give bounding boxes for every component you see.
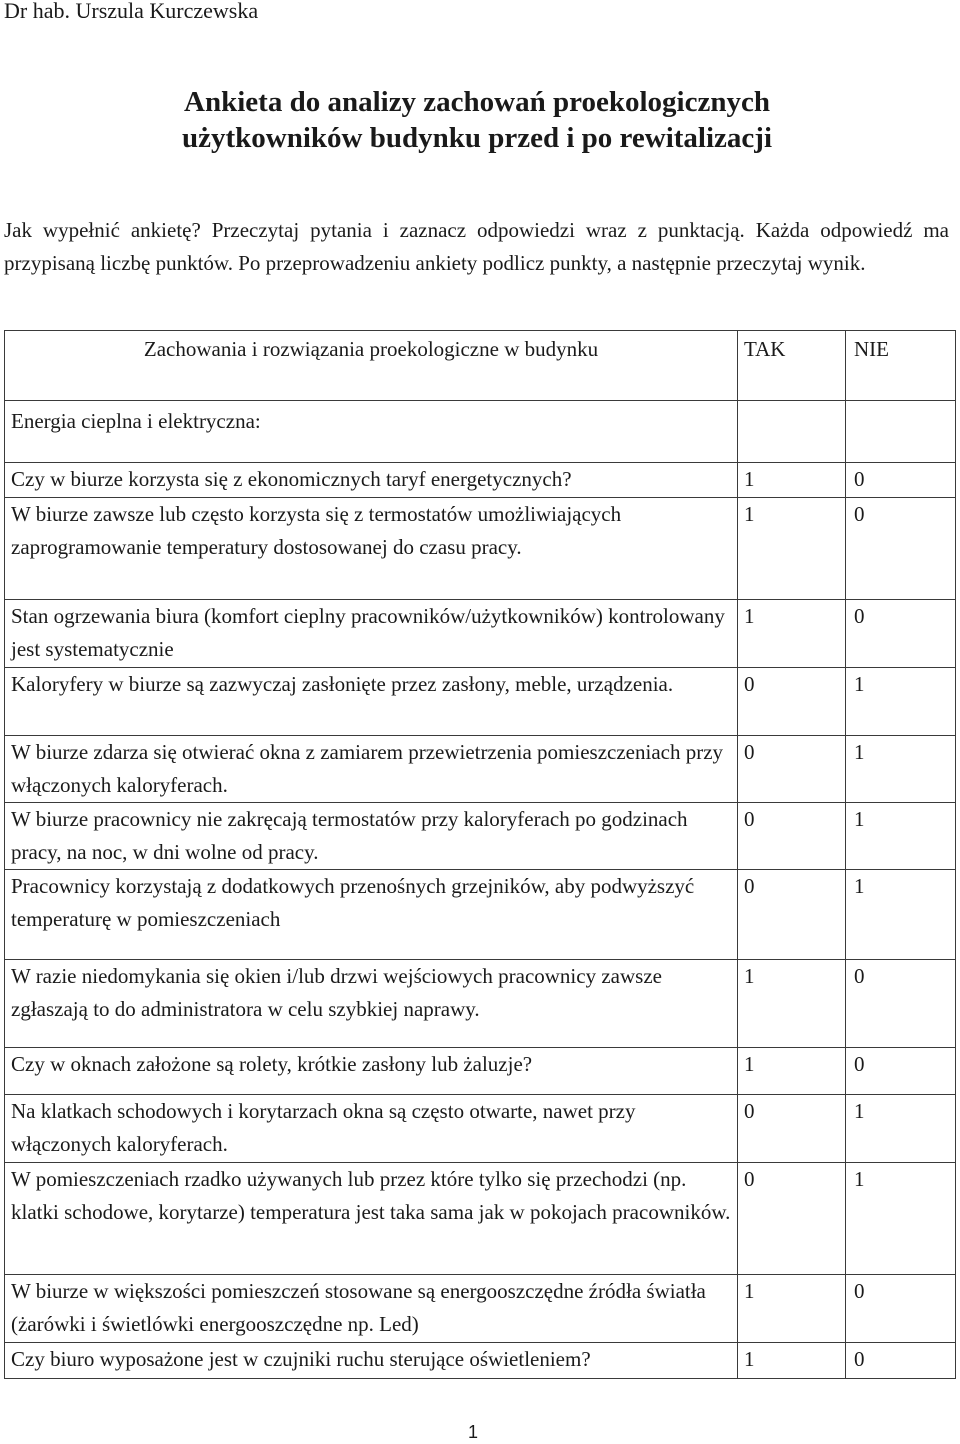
nie-score-cell: 0 xyxy=(846,1048,956,1095)
tak-score-cell: 1 xyxy=(738,463,846,498)
question-cell: W biurze zdarza się otwierać okna z zamiarem przewietrzenia pomieszczeniach przy włączonych kaloryferach. xyxy=(5,736,738,803)
table-row xyxy=(5,870,956,960)
table-row xyxy=(5,1343,956,1379)
title-line-2: użytkowników budynku przed i po rewitalizacji xyxy=(181,122,772,154)
question-cell: Na klatkach schodowych i korytarzach okna są często otwarte, nawet przy włączonych kaloryferach. xyxy=(5,1095,738,1163)
table-row xyxy=(5,803,956,870)
table-row xyxy=(5,463,956,498)
header-yes: TAK xyxy=(738,331,846,401)
question-cell: W pomieszczeniach rzadko używanych lub przez które tylko się przechodzi (np. klatki schodowe, korytarze) temperatura jest taka sama jak w pokojach pracowników. xyxy=(5,1163,738,1275)
nie-score-cell: 1 xyxy=(846,803,956,870)
question-cell: Stan ogrzewania biura (komfort cieplny pracowników/użytkowników) kontrolowany jest systematycznie xyxy=(5,600,738,668)
nie-score-cell: 0 xyxy=(846,1275,956,1343)
question-cell: W razie niedomykania się okien i/lub drzwi wejściowych pracownicy zawsze zgłaszają to do administratora w celu szybkiej naprawy. xyxy=(5,960,738,1048)
nie-score-cell: 0 xyxy=(846,463,956,498)
tak-score-cell: 0 xyxy=(738,736,846,803)
nie-score-cell: 1 xyxy=(846,668,956,736)
tak-score-cell: 0 xyxy=(738,803,846,870)
nie-score-cell: 1 xyxy=(846,736,956,803)
tak-score-cell: 0 xyxy=(738,1163,846,1275)
nie-score-cell: 0 xyxy=(846,498,956,600)
table-row xyxy=(5,1275,956,1343)
tak-score-cell: 1 xyxy=(738,1343,846,1379)
table-header-row xyxy=(5,331,956,401)
nie-score-cell: 1 xyxy=(846,870,956,960)
tak-score-cell: 1 xyxy=(738,1048,846,1095)
table-row xyxy=(5,668,956,736)
tak-score-cell: 1 xyxy=(738,498,846,600)
table-row xyxy=(5,498,956,600)
instructions-paragraph: Jak wypełnić ankietę? Przeczytaj pytania i zaznacz odpowiedzi wraz z punktacją. Każda odpowiedź ma przypisaną liczbę punktów. Po przeprowadzeniu ankiety podlicz punkty, a następnie przeczytaj wynik. xyxy=(4,218,949,275)
section-row xyxy=(5,401,956,463)
question-cell: Czy w oknach założone są rolety, krótkie zasłony lub żaluzje? xyxy=(5,1048,738,1095)
table-row xyxy=(5,1095,956,1163)
nie-score-cell: 1 xyxy=(846,1163,956,1275)
section-label: Energia cieplna i elektryczna: xyxy=(5,401,738,463)
header-question: Zachowania i rozwiązania proekologiczne w budynku xyxy=(5,331,738,401)
question-cell: W biurze zawsze lub często korzysta się z termostatów umożliwiających zaprogramowanie temperatury dostosowanej do czasu pracy. xyxy=(5,498,738,600)
author-name: Dr hab. Urszula Kurczewska xyxy=(4,0,259,23)
tak-score-cell: 0 xyxy=(738,1095,846,1163)
nie-score-cell: 1 xyxy=(846,1095,956,1163)
table-row xyxy=(5,960,956,1048)
document-title xyxy=(0,84,954,156)
nie-score-cell: 0 xyxy=(846,1343,956,1379)
question-cell: Pracownicy korzystają z dodatkowych przenośnych grzejników, aby podwyższyć temperaturę w pomieszczeniach xyxy=(5,870,738,960)
table-row xyxy=(5,736,956,803)
tak-score-cell: 0 xyxy=(738,870,846,960)
header-no: NIE xyxy=(846,331,956,401)
question-cell: Kaloryfery w biurze są zazwyczaj zasłonięte przez zasłony, meble, urządzenia. xyxy=(5,668,738,736)
table-row xyxy=(5,600,956,668)
table-row xyxy=(5,1163,956,1275)
section-empty-no xyxy=(846,401,956,463)
page-number: 1 xyxy=(468,1422,479,1442)
section-empty-yes xyxy=(738,401,846,463)
survey-table xyxy=(4,330,956,1379)
tak-score-cell: 1 xyxy=(738,600,846,668)
tak-score-cell: 1 xyxy=(738,960,846,1048)
tak-score-cell: 1 xyxy=(738,1275,846,1343)
question-cell: W biurze w większości pomieszczeń stosowane są energooszczędne źródła światła (żarówki i świetlówki energooszczędne np. Led) xyxy=(5,1275,738,1343)
tak-score-cell: 0 xyxy=(738,668,846,736)
nie-score-cell: 0 xyxy=(846,960,956,1048)
question-cell: Czy biuro wyposażone jest w czujniki ruchu sterujące oświetleniem? xyxy=(5,1343,738,1379)
title-line-1: Ankieta do analizy zachowań proekologicznych xyxy=(184,86,770,118)
nie-score-cell: 0 xyxy=(846,600,956,668)
question-cell: W biurze pracownicy nie zakręcają termostatów przy kaloryferach po godzinach pracy, na noc, w dni wolne od pracy. xyxy=(5,803,738,870)
question-cell: Czy w biurze korzysta się z ekonomicznych taryf energetycznych? xyxy=(5,463,738,498)
table-row xyxy=(5,1048,956,1095)
